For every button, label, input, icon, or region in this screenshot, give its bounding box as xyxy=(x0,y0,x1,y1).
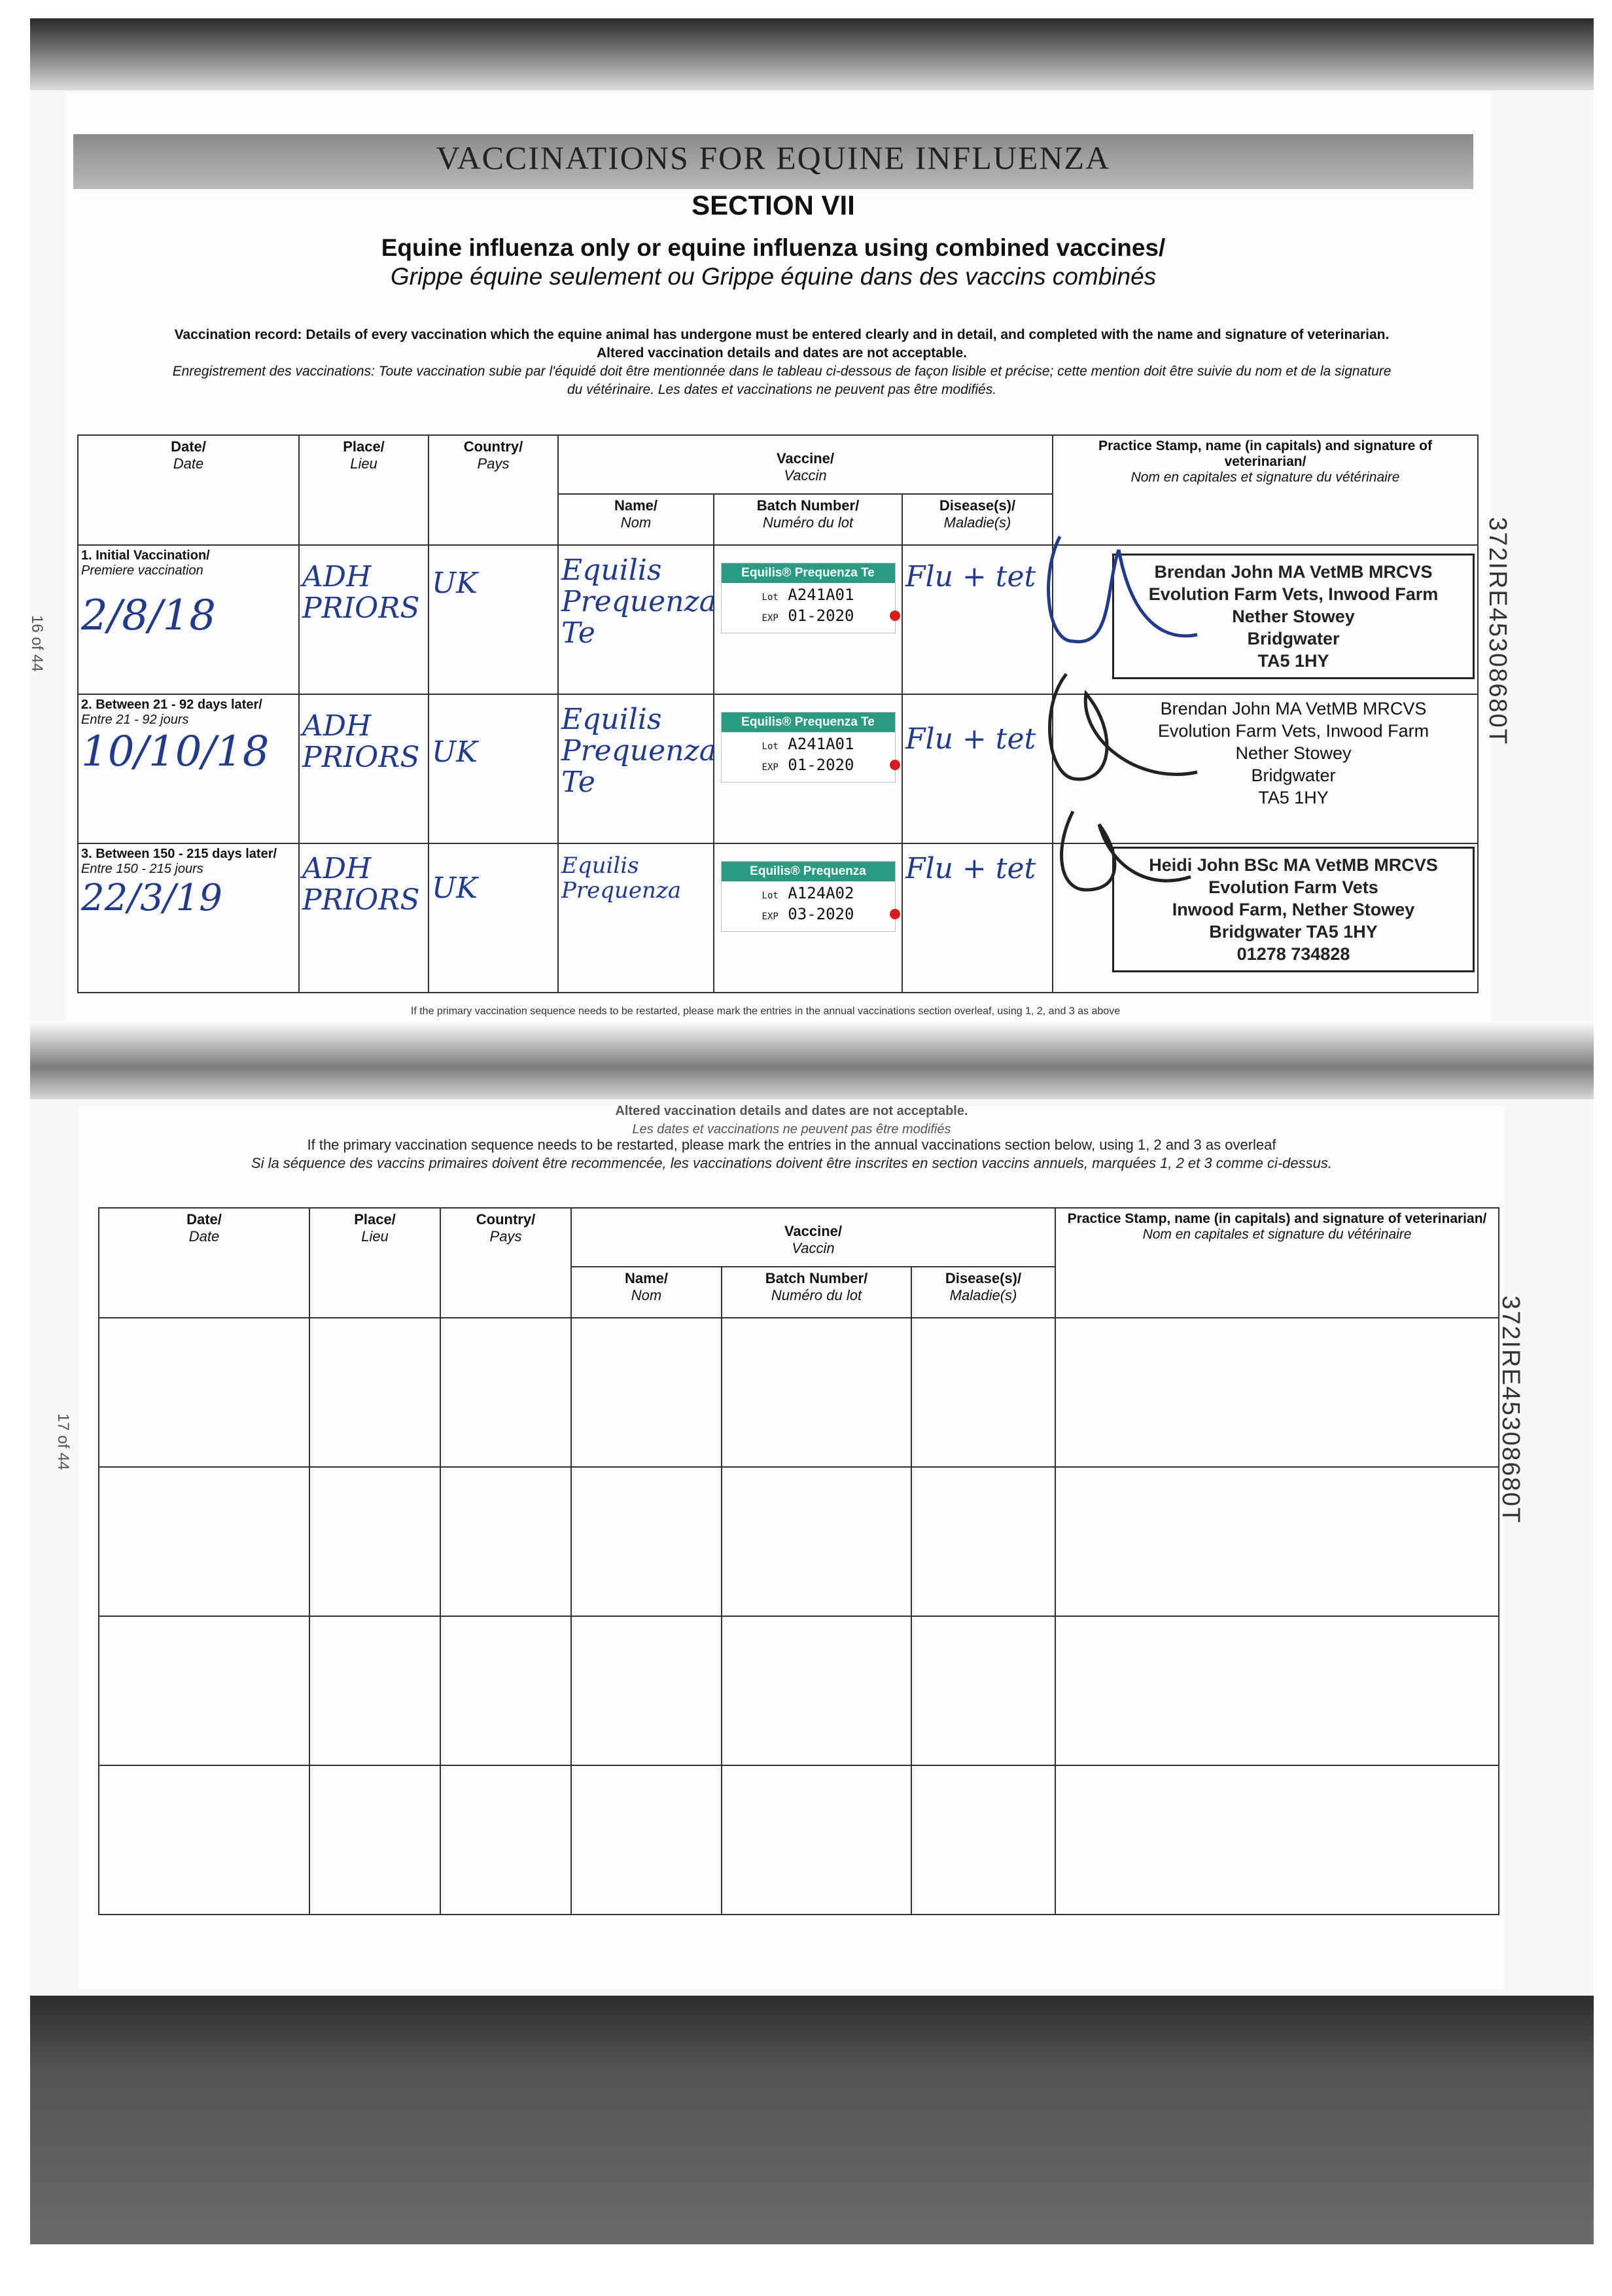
sticker-tab-icon xyxy=(890,610,900,621)
batch-sticker: Equilis® Prequenza Lot A124A02 EXP 03-2020 xyxy=(721,861,896,932)
batch-expiry: 03-2020 xyxy=(788,905,854,923)
header-date: Date/ Date xyxy=(78,435,299,545)
row-label: 1. Initial Vaccination/ Premiere vaccination xyxy=(81,548,210,578)
page2-restart-note-en: If the primary vaccination sequence needs to be restarted, please mark the entries in the annual vaccinations section below, using 1, 2 and 3 as overleaf xyxy=(307,1137,1276,1153)
sticker-brand: Equilis® Prequenza xyxy=(722,862,895,881)
header-country: Country/ Pays xyxy=(440,1208,571,1318)
sticker-brand: Equilis® Prequenza Te xyxy=(722,713,895,732)
document-code-top: 372IRE45308680T xyxy=(1484,517,1511,746)
table-row xyxy=(99,1318,1499,1467)
page-number-17: 17 of 44 xyxy=(54,1413,72,1470)
sticker-brand: Equilis® Prequenza Te xyxy=(722,563,895,583)
row-label-cell xyxy=(78,545,299,694)
signature-1 xyxy=(1049,537,1197,642)
vaccination-date: 2/8/18 xyxy=(81,592,216,640)
bottom-scan-shadow xyxy=(30,1996,1594,2244)
record-label: Vaccination record: xyxy=(174,327,302,342)
vaccine-diseases: Flu + tet xyxy=(905,852,1036,885)
header-vaccine: Vaccine/ Vaccin xyxy=(558,435,1053,494)
header-diseases: Disease(s)/ Maladie(s) xyxy=(902,494,1053,545)
header-batch-number: Batch Number/ Numéro du lot xyxy=(722,1267,911,1318)
record-text-fr: Enregistrement des vaccinations: Toute vaccination subie par l'équidé doit être mentionnée dans le tableau ci-dessous de façon lisible et précise; cette mention doit être suivie du nom et de la signature xyxy=(172,364,1392,379)
header-batch-number: Batch Number/ Numéro du lot xyxy=(714,494,902,545)
header-practice-stamp: Practice Stamp, name (in capitals) and signature of veterinarian/ Nom en capitales et signature du vétérinaire xyxy=(1055,1208,1499,1318)
vaccination-country: UK xyxy=(432,872,478,905)
top-scan-shadow xyxy=(30,18,1594,90)
vaccination-record-instructions xyxy=(85,326,1479,399)
sticker-tab-icon xyxy=(890,760,900,770)
page-number-16: 16 of 44 xyxy=(28,615,46,672)
table-row xyxy=(99,1467,1499,1616)
vaccine-diseases: Flu + tet xyxy=(905,722,1036,756)
document-code-bottom: 372IRE45308680T xyxy=(1497,1296,1524,1525)
page2-note-en: Altered vaccination details and dates are not acceptable. xyxy=(615,1104,968,1118)
vaccine-name: Equilis Prequenza Te xyxy=(561,554,716,650)
row-label: 3. Between 150 - 215 days later/ Entre 150 - 215 jours xyxy=(81,847,277,876)
header-vaccine-name: Name/ Nom xyxy=(558,494,714,545)
page-title: VACCINATIONS FOR EQUINE INFLUENZA xyxy=(436,139,1111,176)
practice-stamp: Brendan John MA VetMB MRCVS Evolution Farm Vets, Inwood Farm Nether Stowey Bridgwater TA5 1HY xyxy=(1157,699,1429,807)
book-fold-shadow xyxy=(30,1021,1594,1099)
vaccination-country: UK xyxy=(432,567,478,600)
primary-vaccination-table xyxy=(77,434,1479,993)
header-vaccine-name: Name/ Nom xyxy=(571,1267,722,1318)
header-diseases: Disease(s)/ Maladie(s) xyxy=(911,1267,1055,1318)
vaccine-name: Equilis Prequenza xyxy=(561,853,682,904)
vaccine-name: Equilis Prequenza Te xyxy=(561,703,716,799)
row-label: 2. Between 21 - 92 days later/ Entre 21 - 92 jours xyxy=(81,698,262,727)
record-text-fr-2: du vétérinaire. Les dates et vaccinations ne peuvent pas être modifiés. xyxy=(567,382,997,397)
table-row xyxy=(78,843,1478,993)
vaccination-date: 22/3/19 xyxy=(81,877,222,919)
record-text-en: Details of every vaccination which the equine animal has undergone must be entered clearly and in detail, and completed with the name and signature of veterinarian. xyxy=(306,327,1390,342)
table-row xyxy=(99,1765,1499,1915)
signature-3 xyxy=(1062,811,1191,890)
page2-restart-note-fr: Si la séquence des vaccins primaires doivent être recommencée, les vaccinations doivent être inscrites en section vaccins annuels, marquées 1, 2 et 3 comme ci-dessus. xyxy=(251,1155,1333,1171)
practice-stamp: Heidi John BSc MA VetMB MRCVS Evolution Farm Vets Inwood Farm, Nether Stowey Bridgwater TA5 1HY 01278 734828 xyxy=(1112,847,1475,972)
footnote: If the primary vaccination sequence needs to be restarted, please mark the entries in the annual vaccinations section overleaf, using 1, 2, and 3 as above xyxy=(410,1006,1121,1017)
section-heading: SECTION VII xyxy=(692,190,855,221)
batch-expiry: 01-2020 xyxy=(788,607,854,625)
vaccine-diseases: Flu + tet xyxy=(905,560,1036,593)
sticker-tab-icon xyxy=(890,909,900,919)
table-row xyxy=(99,1616,1499,1765)
subtitle-english: Equine influenza only or equine influenza using combined vaccines/ xyxy=(381,234,1166,261)
practice-stamp: Brendan John MA VetMB MRCVS Evolution Farm Vets, Inwood Farm Nether Stowey Bridgwater TA5 1HY xyxy=(1112,554,1475,679)
page2-note-fr: Les dates et vaccinations ne peuvent pas être modifiés xyxy=(632,1122,951,1137)
batch-expiry: 01-2020 xyxy=(788,756,854,774)
batch-lot: A241A01 xyxy=(788,735,854,753)
header-date: Date/ Date xyxy=(99,1208,309,1318)
vaccination-date: 10/10/18 xyxy=(81,728,270,776)
vet-signatures xyxy=(1034,523,1204,916)
header-place: Place/ Lieu xyxy=(309,1208,440,1318)
batch-lot: A241A01 xyxy=(788,586,854,604)
subtitle-french: Grippe équine seulement ou Grippe équine dans des vaccins combinés xyxy=(390,263,1157,290)
batch-sticker: Equilis® Prequenza Te Lot A241A01 EXP 01-2020 xyxy=(721,563,896,633)
batch-sticker: Equilis® Prequenza Te Lot A241A01 EXP 01-2020 xyxy=(721,712,896,783)
restart-vaccination-table xyxy=(98,1207,1499,1915)
batch-lot: A124A02 xyxy=(788,884,854,902)
header-practice-stamp: Practice Stamp, name (in capitals) and signature of veterinarian/ Nom en capitales et signature du vétérinaire xyxy=(1053,435,1478,545)
header-vaccine: Vaccine/ Vaccin xyxy=(571,1208,1055,1267)
header-country: Country/ Pays xyxy=(429,435,558,545)
vaccination-place: ADH PRIORS xyxy=(302,852,420,917)
record-text-en-2: Altered vaccination details and dates are not acceptable. xyxy=(596,345,968,361)
signature-2 xyxy=(1050,674,1197,779)
table-row xyxy=(78,694,1478,843)
vaccination-place: ADH PRIORS xyxy=(302,560,420,625)
vaccination-country: UK xyxy=(432,735,478,769)
vaccination-place: ADH PRIORS xyxy=(302,709,420,774)
header-place: Place/ Lieu xyxy=(299,435,429,545)
table-row xyxy=(78,545,1478,694)
